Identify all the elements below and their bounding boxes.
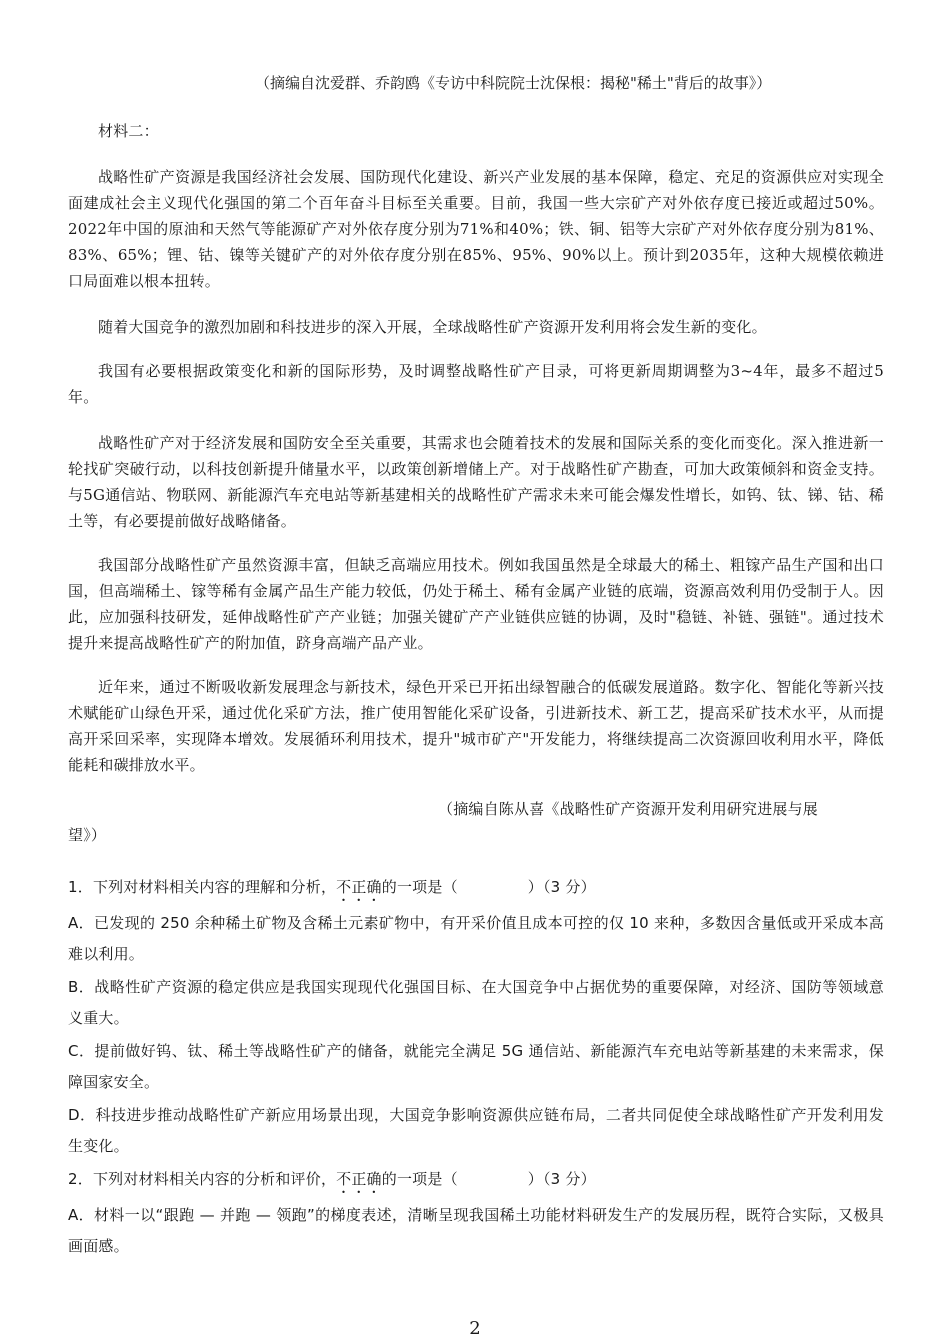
question-2-option-a: A．材料一以“跟跑 — 并跑 — 领跑”的梯度表述，清晰呈现我国稀土功能材料研发生产的发展历程，既符合实际，又极具画面感。 [68, 1206, 884, 1255]
question-1-stem [68, 872, 884, 905]
paragraph-2: 随着大国竞争的激烈加剧和科技进步的深入开展，全球战略性矿产资源开发利用将会发生新的变化。 [98, 318, 767, 336]
paragraph-5: 我国部分战略性矿产虽然资源丰富，但缺乏高端应用技术。例如我国虽然是全球最大的稀土、粗镓产品生产国和出口国，但高端稀土、镓等稀有金属产品生产能力较低，仍处于稀土、稀有金属产业链的底端，资源高效利用仍受制于人。因此，应加强科技研发，延伸战略性矿产产业链；加强关键矿产产业链供应链的协调，及时"稳链、补链、强链"。通过技术提升来提高战略性矿产的附加值，跻身高端产品产业。 [68, 556, 884, 652]
paragraph-1: 战略性矿产资源是我国经济社会发展、国防现代化建设、新兴产业发展的基本保障，稳定、充足的资源供应对实现全面建成社会主义现代化强国的第二个百年奋斗目标至关重要。目前，我国一些大宗矿产对外依存度已接近或超过50%。2022年中国的原油和天然气等能源矿产对外依存度分别为71%和40%；铁、铜、铝等大宗矿产对外依存度分别为81%、83%、65%；锂、钴、镍等关键矿产的对外依存度分别在85%、95%、90%以上。预计到2035年，这种大规模依赖进口局面难以根本扭转。 [68, 168, 884, 290]
source-citation-1: （摘编自沈爱群、乔韵鸥《专访中科院院士沈保根：揭秘"稀土"背后的故事》） [255, 74, 772, 92]
question-1-suffix: 的一项是（ [381, 878, 458, 896]
question-2-stem [68, 1164, 884, 1197]
paragraph-6: 近年来，通过不断吸收新发展理念与新技术，绿色开采已开拓出绿智融合的低碳发展道路。数字化、智能化等新兴技术赋能矿山绿色开采，通过优化采矿方法，推广使用智能化采矿设备，引进新技术、新工艺，提高采矿技术水平，从而提高开采回采率，实现降本增效。发展循环利用技术，提升"城市矿产"开发能力，将继续提高二次资源回收利用水平，降低能耗和碳排放水平。 [68, 678, 884, 774]
question-2-score: ）（3 分） [527, 1170, 596, 1188]
source-citation-2-line1: （摘编自陈从喜《战略性矿产资源开发利用研究进展与展 [438, 800, 819, 818]
material-2-title: 材料二： [98, 122, 159, 140]
question-1-option-a: A．已发现的 250 余种稀土矿物及含稀土元素矿物中，有开采价值且成本可控的仅 10 来种，多数因含量低或开采成本高难以利用。 [68, 914, 884, 963]
question-2-prefix: 2．下列对材料相关内容的分析和评价， [68, 1170, 337, 1188]
question-1-score: ）（3 分） [527, 878, 596, 896]
question-1-option-b: B．战略性矿产资源的稳定供应是我国实现现代化强国目标、在大国竞争中占据优势的重要保障，对经济、国防等领域意义重大。 [68, 978, 884, 1027]
question-2-suffix: 的一项是（ [381, 1170, 458, 1188]
question-1-prefix: 1．下列对材料相关内容的理解和分析， [68, 878, 337, 896]
question-2-emphasis: 不正确 [336, 1170, 382, 1188]
source-citation-2-line2: 望》） [68, 826, 107, 844]
question-1-option-c: C．提前做好钨、钛、稀土等战略性矿产的储备，就能完全满足 5G 通信站、新能源汽车充电站等新基建的未来需求，保障国家安全。 [68, 1042, 884, 1091]
question-1-option-d: D．科技进步推动战略性矿产新应用场景出现，大国竞争影响资源供应链布局，二者共同促使全球战略性矿产开发利用发生变化。 [68, 1106, 884, 1155]
page-number: 2 [469, 1318, 481, 1339]
paragraph-4: 战略性矿产对于经济发展和国防安全至关重要，其需求也会随着技术的发展和国际关系的变化而变化。深入推进新一轮找矿突破行动，以科技创新提升储量水平，以政策创新增储上产。对于战略性矿产勘查，可加大政策倾斜和资金支持。与5G通信站、物联网、新能源汽车充电站等新基建相关的战略性矿产需求未来可能会爆发性增长，如钨、钛、锑、钴、稀土等，有必要提前做好战略储备。 [68, 434, 884, 530]
question-1-emphasis: 不正确 [336, 878, 382, 896]
paragraph-3: 我国有必要根据政策变化和新的国际形势，及时调整战略性矿产目录，可将更新周期调整为3~4年，最多不超过5年。 [68, 362, 884, 406]
